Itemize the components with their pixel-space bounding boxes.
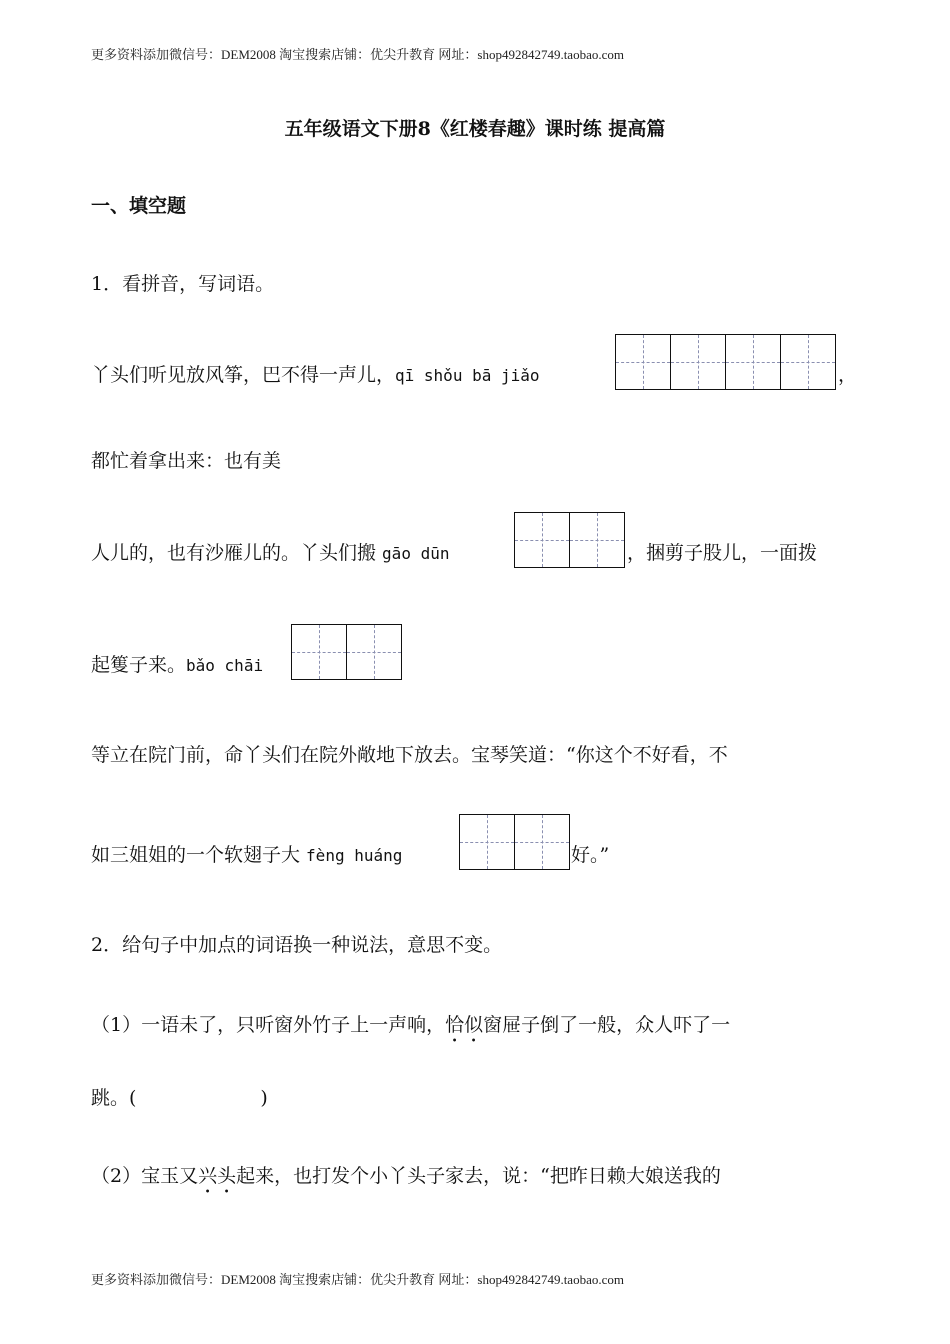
answer-cell[interactable]	[569, 513, 624, 567]
answer-cell[interactable]	[460, 815, 514, 869]
q1-line-3-after: ，捆剪子股儿，一面拨	[627, 542, 818, 564]
dotted-word-xingtou: 兴头	[198, 1165, 237, 1187]
q2-prompt: 2．给句子中加点的词语换一种说法，意思不变。	[91, 934, 503, 956]
answer-open: 跳。(	[91, 1087, 137, 1109]
q2-s1-before: （1）一语未了，只听窗外竹子上一声响，	[91, 1014, 446, 1036]
q1-line-4	[91, 652, 263, 679]
pinyin-feng-huang: fèng huáng	[306, 846, 403, 865]
answer-cell[interactable]	[780, 335, 835, 389]
q2-s2-after: 起来，也打发个小丫头子家去，说：“把昨日赖大娘送我的	[236, 1165, 721, 1187]
q1-line-4-text: 起篗子来。	[91, 654, 187, 676]
q2-sentence-2	[91, 1163, 721, 1198]
footer-note: 更多资料添加微信号：DEM2008 淘宝搜索店铺：优尖升教育 网址：shop492842749.taobao.com	[91, 1272, 624, 1287]
q1-line-6-text: 如三姐姐的一个软翅子大	[91, 844, 307, 866]
q2-sentence-1	[91, 1012, 730, 1047]
q1-line-3-text: 人儿的，也有沙雁儿的。丫头们搬	[91, 542, 383, 564]
answer-cell[interactable]	[346, 625, 401, 679]
q1-line-6-after: 好。”	[571, 844, 610, 866]
answer-close: )	[260, 1087, 268, 1109]
q1-prompt: 1．看拼音，写词语。	[91, 273, 275, 295]
page-title: 五年级语文下册8《红楼春趣》课时练 提高篇	[284, 118, 666, 140]
q1-line-3-left	[91, 540, 449, 567]
q2-s2-before: （2）宝玉又	[91, 1165, 199, 1187]
answer-cell[interactable]	[616, 335, 670, 389]
answer-grid-4[interactable]	[615, 334, 836, 390]
dotted-word-qiasi: 恰似	[445, 1014, 484, 1036]
answer-cell[interactable]	[515, 513, 569, 567]
answer-cell[interactable]	[670, 335, 725, 389]
q1-line-1-after: ，	[838, 364, 858, 386]
q1-line-1	[91, 362, 540, 389]
header-note: 更多资料添加微信号：DEM2008 淘宝搜索店铺：优尖升教育 网址：shop492842749.taobao.com	[91, 47, 624, 62]
q1-line-1-text: 丫头们听见放风筝，巴不得一声儿，	[91, 364, 396, 386]
pinyin-qi-shou-ba-jiao: qī shǒu bā jiǎo	[395, 366, 540, 385]
answer-cell[interactable]	[514, 815, 569, 869]
q2-s1-after: 窗屉子倒了一般，众人吓了一	[483, 1014, 731, 1036]
section-heading: 一、填空题	[91, 195, 187, 217]
q2-sentence-1-answer	[91, 1085, 268, 1111]
answer-cell[interactable]	[292, 625, 346, 679]
q1-line-6-left	[91, 842, 402, 869]
answer-grid-2b[interactable]	[291, 624, 402, 680]
answer-grid-2a[interactable]	[514, 512, 625, 568]
answer-grid-2c[interactable]	[459, 814, 570, 870]
pinyin-bao-chai: bǎo chāi	[186, 656, 264, 675]
q1-line-2: 都忙着拿出来：也有美	[91, 450, 282, 472]
pinyin-gao-dun: gāo dūn	[382, 544, 450, 563]
answer-cell[interactable]	[725, 335, 780, 389]
q1-line-5: 等立在院门前，命丫头们在院外敞地下放去。宝琴笑道：“你这个不好看，不	[91, 744, 728, 766]
